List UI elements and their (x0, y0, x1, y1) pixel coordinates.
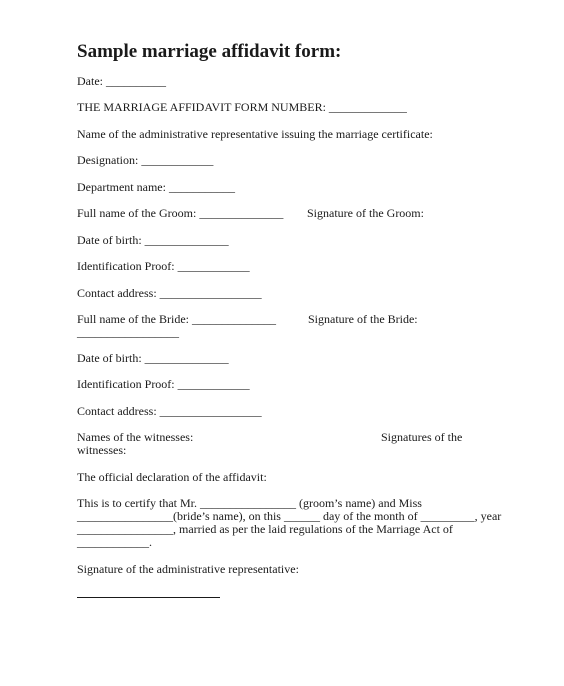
bride-signature-line: _________________ (77, 325, 179, 339)
groom-name-field: Full name of the Groom: ______________ (77, 206, 284, 220)
certify-line-3: ________________, married as per the laid regulations of the Marriage Act of (77, 522, 453, 536)
bride-id-proof-field: Identification Proof: ____________ (77, 377, 250, 391)
witness-signatures-label-cont: witnesses: (77, 443, 127, 457)
groom-address-field: Contact address: _________________ (77, 286, 262, 300)
groom-id-proof-field: Identification Proof: ____________ (77, 259, 250, 273)
certify-line-1: This is to certify that Mr. ________________ (groom’s name) and Miss (77, 496, 422, 510)
bride-name-field: Full name of the Bride: ______________ (77, 312, 276, 326)
admin-rep-name-label: Name of the administrative representative issuing the marriage certificate: (77, 127, 433, 141)
bride-signature-label: Signature of the Bride: (308, 312, 418, 326)
certify-line-4: ____________. (77, 535, 152, 549)
form-number-field: THE MARRIAGE AFFIDAVIT FORM NUMBER: _____________ (77, 100, 407, 114)
witness-names-label: Names of the witnesses: (77, 430, 194, 444)
bride-dob-field: Date of birth: ______________ (77, 351, 229, 365)
department-field: Department name: ___________ (77, 180, 235, 194)
groom-dob-field: Date of birth: ______________ (77, 233, 229, 247)
admin-signature-label: Signature of the administrative representative: (77, 562, 299, 576)
bride-address-field: Contact address: _________________ (77, 404, 262, 418)
date-field: Date: __________ (77, 74, 166, 88)
document-title: Sample marriage affidavit form: (77, 41, 342, 62)
admin-signature-line (77, 597, 220, 598)
designation-field: Designation: ____________ (77, 153, 214, 167)
witness-signatures-label: Signatures of the (381, 430, 463, 444)
declaration-heading: The official declaration of the affidavit: (77, 470, 267, 484)
groom-signature-label: Signature of the Groom: (307, 206, 424, 220)
certify-line-2: ________________(bride’s name), on this ______ day of the month of _________, year (77, 509, 502, 523)
